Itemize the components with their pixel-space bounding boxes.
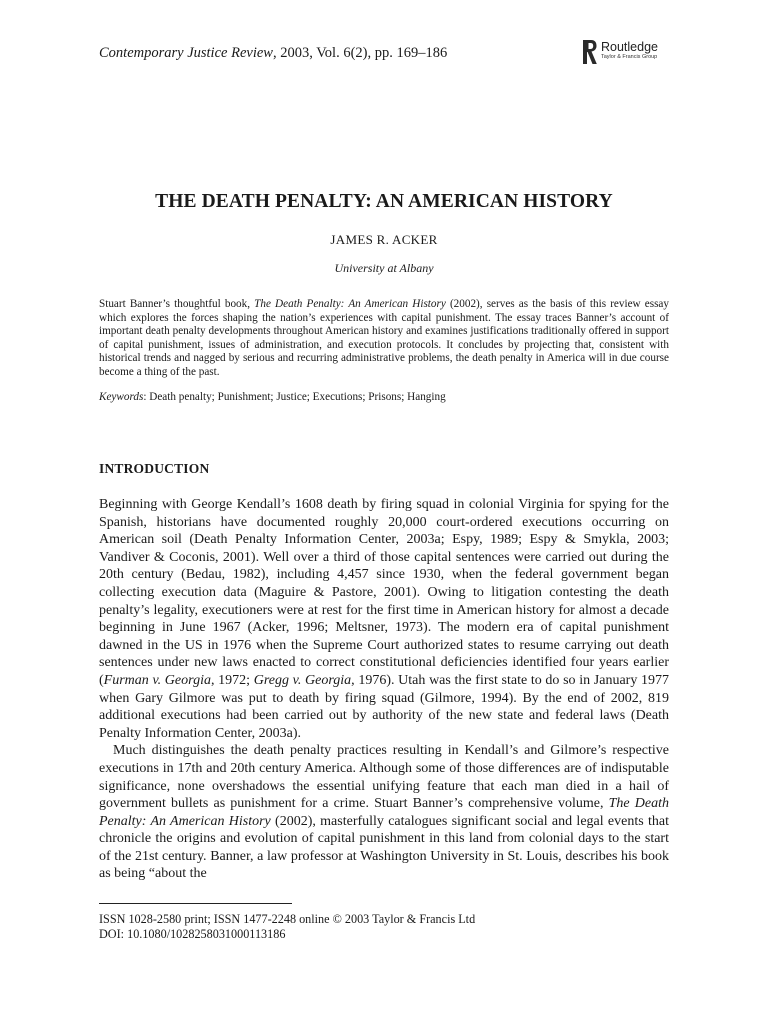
publisher-logo <box>583 40 683 66</box>
keywords-label: Keywords <box>99 391 144 403</box>
case-citation-furman: Furman v. Georgia <box>103 672 211 688</box>
paragraph-1-text-c: , 1976). Utah was the first state to do so in January 1977 when Gary Gilmore was put to death by firing squad (Gilmore, 1994). By the end of 2002, 819 additional executions had been carried out by authority of the new state and federal laws (Death Penalty Information Center, 2003a). <box>99 672 670 741</box>
issn-line: ISSN 1028-2580 print; ISSN 1477-2248 online © 2003 Taylor & Francis Ltd <box>99 912 476 926</box>
paragraph-2-text-a: Much distinguishes the death penalty practices resulting in Kendall’s and Gilmore’s respective executions in 17th and 20th century America. Although some of those differences are of indisputable significance, none overshadows the essential unifying feature that each man died in a hail of government bullets as punishment for a crime. Stuart Banner’s comprehensive volume, <box>99 743 669 812</box>
routledge-r-mark-icon <box>583 40 597 64</box>
doi-line: DOI: 10.1080/1028258031000113186 <box>99 927 286 942</box>
journal-name: Contemporary Justice Review <box>99 45 273 61</box>
abstract-book-title: The Death Penalty: An American History <box>254 298 446 310</box>
body-text <box>99 496 669 883</box>
case-citation-gregg: Gregg v. Georgia <box>253 672 352 688</box>
abstract-text: (2002), serves as the basis of this review essay which explores the forces shaping the nation’s experiences with capital punishment. The essay traces Banner’s account of important death penalty developments throughout American history and examines justifications traditionally offered in support of capital punishment, issues of administration, and execution protocols. It concludes by projecting that, consistent with historical trends and nagged by serious and recurring administrative problems, the death penalty in America will in due course become a thing of the past. <box>99 298 669 378</box>
paragraph-1 <box>99 496 669 742</box>
paragraph-2-book-title: The Death Penalty: An American History <box>99 796 669 829</box>
abstract <box>99 298 669 379</box>
journal-citation: , 2003, Vol. 6(2), pp. 169–186 <box>272 45 448 61</box>
keywords-list: : Death penalty; Punishment; Justice; Executions; Prisons; Hanging <box>143 391 446 403</box>
running-head <box>99 44 539 62</box>
abstract-lead: Stuart Banner’s thoughtful book, <box>99 298 255 310</box>
publisher-name: Routledge <box>601 40 658 54</box>
paragraph-2 <box>99 742 669 883</box>
paragraph-1-text-b: , 1972; <box>210 672 254 688</box>
paragraph-1-text-a: Beginning with George Kendall’s 1608 death by firing squad in colonial Virginia for spying for the Spanish, historians have documented roughly 20,000 court-ordered executions occurring on American soil (Death Penalty Information Center, 2003a; Espy, 1989; Espy & Smykla, 2003; Vandiver & Coconis, 2001). Well over a third of those capital sentences were carried out during the 20th century (Bedau, 1982), including 4,457 since 1930, when the federal government began collecting execution data (Maguire & Pastore, 2001). Owing to litigation contesting the death penalty’s legality, executioners were at rest for the first time in American history for almost a decade beginning in June 1967 (Acker, 1996; Meltsner, 1973). The modern era of capital punishment dawned in the US in 1976 when the Supreme Court authorized states to resume carrying out death sentences under new laws enacted to correct constitutional deficiencies identified four years earlier ( <box>99 497 669 688</box>
article-title: THE DEATH PENALTY: AN AMERICAN HISTORY <box>155 191 613 212</box>
publication-footer <box>99 912 669 943</box>
paragraph-2-text-b: (2002), masterfully catalogues significant social and legal events that chronicle the origins and evolution of capital punishment in this land from colonial days to the start of the 21st century. Banner, a law professor at Washington University in St. Louis, describes his book as being “about the <box>99 813 669 882</box>
keywords <box>99 390 669 404</box>
author-affiliation: University at Albany <box>334 261 434 275</box>
section-heading: INTRODUCTION <box>99 461 210 476</box>
article-author: JAMES R. ACKER <box>330 232 438 247</box>
publisher-subname: Taylor & Francis Group <box>601 54 658 60</box>
footnote-divider <box>99 903 292 904</box>
